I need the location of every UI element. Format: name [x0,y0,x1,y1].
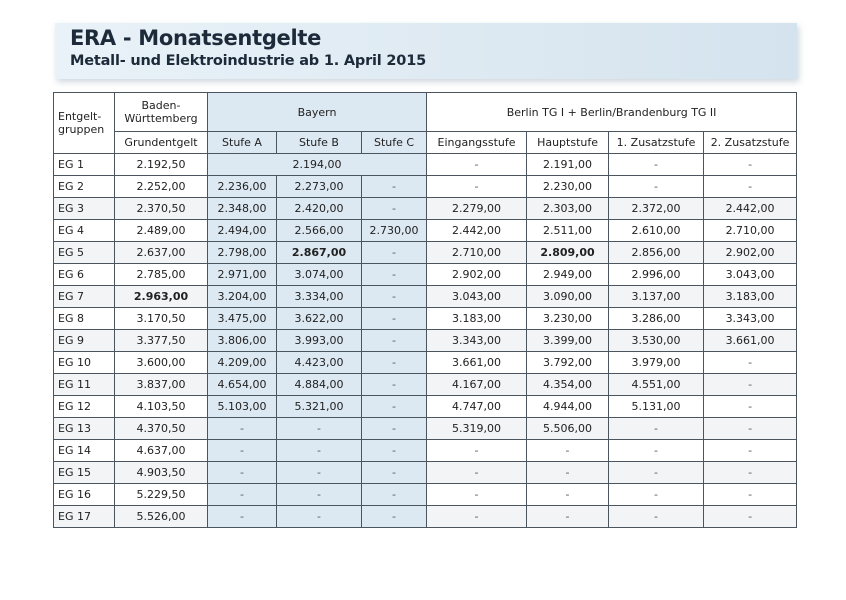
table-row [54,220,797,242]
table-cell: 4.654,00 [208,374,277,396]
table-cell: 2.420,00 [277,198,362,220]
table-cell: 5.526,00 [115,506,208,528]
page-subtitle: Metall- und Elektroindustrie ab 1. April 2015 [70,53,426,69]
table-row [54,462,797,484]
table-cell: 2.902,00 [704,242,797,264]
table-cell: EG 10 [54,352,115,374]
table-cell: EG 7 [54,286,115,308]
table-cell: - [362,462,427,484]
table-cell: - [208,484,277,506]
table-cell: 3.979,00 [609,352,704,374]
table-cell: EG 16 [54,484,115,506]
table-cell: EG 8 [54,308,115,330]
table-row [54,242,797,264]
table-cell: 3.170,50 [115,308,208,330]
table-cell: 2.610,00 [609,220,704,242]
table-cell: 2.809,00 [527,242,609,264]
table-cell: 5.506,00 [527,418,609,440]
table-cell: 3.661,00 [427,352,527,374]
table-cell: 2.191,00 [527,154,609,176]
table-cell: - [362,396,427,418]
table-cell: - [362,418,427,440]
table-cell: - [208,440,277,462]
table-cell: - [277,462,362,484]
table-row [54,286,797,308]
table-cell: EG 14 [54,440,115,462]
table-cell: 3.837,00 [115,374,208,396]
table-cell: - [362,440,427,462]
table-cell: 3.230,00 [527,308,609,330]
table-cell: 2.273,00 [277,176,362,198]
table-cell: 4.167,00 [427,374,527,396]
table-cell: 2.902,00 [427,264,527,286]
table-cell: - [208,506,277,528]
header-bw-line1: Baden- [141,99,181,112]
table-cell: 2.637,00 [115,242,208,264]
table-cell: - [277,506,362,528]
table-cell: 2.867,00 [277,242,362,264]
table-cell: 3.137,00 [609,286,704,308]
table-cell: - [362,374,427,396]
table-cell: - [362,198,427,220]
table-cell: - [362,484,427,506]
table-cell: - [704,176,797,198]
header-eg-line2: gruppen [58,123,105,136]
table-cell: 2.730,00 [362,220,427,242]
table-cell: 2.963,00 [115,286,208,308]
table-cell: 4.884,00 [277,374,362,396]
table-row [54,374,797,396]
table-cell: - [704,396,797,418]
table-cell: - [704,374,797,396]
table-cell: 2.798,00 [208,242,277,264]
table-cell: 2.996,00 [609,264,704,286]
table-cell: 5.319,00 [427,418,527,440]
table-cell: 2.370,50 [115,198,208,220]
table-cell: - [427,462,527,484]
table-row [54,418,797,440]
header-eg-line1: Entgelt- [58,110,102,123]
table-cell: - [362,242,427,264]
table-cell: - [609,418,704,440]
table-row [54,330,797,352]
table-cell: 4.637,00 [115,440,208,462]
table-cell: - [527,484,609,506]
table-row [54,308,797,330]
table-row [54,264,797,286]
subheader-stufe-b: Stufe B [277,132,362,154]
table-cell: 2.303,00 [527,198,609,220]
table-cell: 3.043,00 [704,264,797,286]
table-cell: - [362,308,427,330]
table-cell: 4.354,00 [527,374,609,396]
table-cell: EG 17 [54,506,115,528]
table-cell: 3.183,00 [427,308,527,330]
table-cell: 2.489,00 [115,220,208,242]
table-cell: EG 9 [54,330,115,352]
table-cell: - [427,506,527,528]
table-cell: - [427,484,527,506]
table-cell: EG 13 [54,418,115,440]
table-cell: 5.131,00 [609,396,704,418]
table-cell: 4.747,00 [427,396,527,418]
table-row [54,484,797,506]
table-cell: 3.286,00 [609,308,704,330]
table-cell: 2.252,00 [115,176,208,198]
table-cell: - [427,154,527,176]
subheader-stufe-a: Stufe A [208,132,277,154]
table-cell: 2.442,00 [704,198,797,220]
header-baden-wuerttemberg [115,93,208,132]
table-cell: - [704,440,797,462]
table-cell: 2.971,00 [208,264,277,286]
table-cell: - [277,418,362,440]
table-cell: 3.377,50 [115,330,208,352]
table-cell: - [362,330,427,352]
table-cell: 4.944,00 [527,396,609,418]
table-cell: - [704,352,797,374]
table-cell: - [704,418,797,440]
table-cell: 2.710,00 [427,242,527,264]
table-cell: 2.566,00 [277,220,362,242]
table-cell: 2.710,00 [704,220,797,242]
table-cell: 4.103,50 [115,396,208,418]
table-cell: EG 5 [54,242,115,264]
header-bayern: Bayern [208,93,427,132]
table-cell: 2.194,00 [208,154,427,176]
table-cell: - [609,440,704,462]
table-cell: 4.423,00 [277,352,362,374]
table-cell: - [362,264,427,286]
table-row [54,176,797,198]
page-title: ERA - Monatsentgelte [70,26,322,50]
table-cell: - [427,176,527,198]
table-cell: 2.949,00 [527,264,609,286]
table-cell: - [527,506,609,528]
header-entgeltgruppen [54,93,115,154]
table-cell: 2.230,00 [527,176,609,198]
table-cell: - [609,462,704,484]
table-cell: 4.209,00 [208,352,277,374]
table-cell: 3.090,00 [527,286,609,308]
table-cell: 3.334,00 [277,286,362,308]
table-row [54,154,797,176]
table-cell: EG 15 [54,462,115,484]
table-cell: 2.785,00 [115,264,208,286]
table-cell: EG 3 [54,198,115,220]
subheader-eingangsstufe: Eingangsstufe [427,132,527,154]
table-cell: - [362,506,427,528]
table-cell: - [609,506,704,528]
table-cell: 3.475,00 [208,308,277,330]
table-cell: 4.551,00 [609,374,704,396]
table-cell: 2.442,00 [427,220,527,242]
table-cell: - [609,154,704,176]
subheader-stufe-c: Stufe C [362,132,427,154]
header-bw-line2: Württemberg [124,112,198,125]
table-cell: - [362,286,427,308]
table-cell: - [704,484,797,506]
table-cell: 3.074,00 [277,264,362,286]
table-cell: 4.903,50 [115,462,208,484]
table-cell: 5.103,00 [208,396,277,418]
table-cell: EG 11 [54,374,115,396]
table-cell: EG 1 [54,154,115,176]
table-cell: 2.856,00 [609,242,704,264]
table-cell: 2.192,50 [115,154,208,176]
table-cell: - [704,462,797,484]
table-cell: 2.348,00 [208,198,277,220]
table-cell: - [609,484,704,506]
table-cell: 3.043,00 [427,286,527,308]
table-cell: EG 12 [54,396,115,418]
table-cell: 3.806,00 [208,330,277,352]
table-row [54,198,797,220]
subheader-1-zusatzstufe: 1. Zusatzstufe [609,132,704,154]
table-cell: - [704,154,797,176]
table-cell: 2.236,00 [208,176,277,198]
table-cell: - [277,440,362,462]
table-cell: EG 6 [54,264,115,286]
table-cell: 3.399,00 [527,330,609,352]
table-cell: 3.993,00 [277,330,362,352]
table-cell: - [208,462,277,484]
table-cell: - [527,440,609,462]
table-cell: EG 4 [54,220,115,242]
table-cell: - [362,352,427,374]
table-cell: 2.279,00 [427,198,527,220]
table-cell: 3.343,00 [427,330,527,352]
table-cell: - [427,440,527,462]
table-cell: - [704,506,797,528]
table-cell: 3.204,00 [208,286,277,308]
salary-table [53,92,797,528]
table-cell: 3.600,00 [115,352,208,374]
table-cell: 3.792,00 [527,352,609,374]
table-cell: - [609,176,704,198]
table-cell: - [362,176,427,198]
subheader-hauptstufe: Hauptstufe [527,132,609,154]
header-berlin: Berlin TG I + Berlin/Brandenburg TG II [427,93,797,132]
subheader-2-zusatzstufe: 2. Zusatzstufe [704,132,797,154]
table-cell: 3.343,00 [704,308,797,330]
subheader-grundentgelt: Grundentgelt [115,132,208,154]
table-cell: 3.530,00 [609,330,704,352]
table-cell: 3.183,00 [704,286,797,308]
table-cell: EG 2 [54,176,115,198]
table-row [54,506,797,528]
table-cell: 3.622,00 [277,308,362,330]
table-row [54,396,797,418]
table-cell: 5.321,00 [277,396,362,418]
table-cell: 4.370,50 [115,418,208,440]
table-row [54,440,797,462]
table-cell: 2.494,00 [208,220,277,242]
table-row [54,352,797,374]
table-cell: - [208,418,277,440]
table-cell: 3.661,00 [704,330,797,352]
table-cell: - [527,462,609,484]
table-cell: - [277,484,362,506]
table-cell: 2.372,00 [609,198,704,220]
table-cell: 5.229,50 [115,484,208,506]
table-cell: 2.511,00 [527,220,609,242]
